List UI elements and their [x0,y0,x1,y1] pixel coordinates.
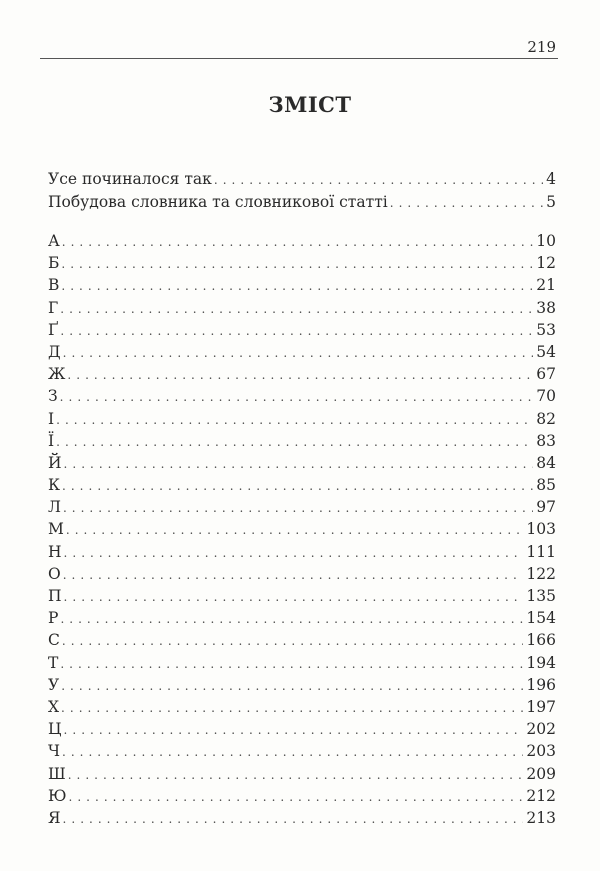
toc-entry-page: 122 [526,564,556,583]
toc-entry [48,720,556,742]
dot-leader [61,257,533,271]
toc-entry [48,565,556,587]
dot-leader [56,435,533,449]
toc-entry [48,587,556,609]
dot-leader [64,546,524,560]
toc-entry [48,321,556,343]
toc-entry-page: 196 [526,675,556,694]
page-title: ЗМІСТ [268,92,352,117]
toc-entry [48,254,556,276]
toc-entry [48,299,556,321]
dot-leader [67,368,533,382]
toc-entry [48,765,556,787]
toc-entry [48,387,556,409]
dot-leader [63,501,533,515]
dot-leader [64,457,534,471]
dot-leader [62,634,524,648]
toc-entry-label: Й [48,453,62,472]
toc-entry [48,193,556,216]
toc-entry-label: Ж [48,365,66,384]
toc-entry-label: С [48,631,60,650]
toc-entry-label: П [48,587,62,605]
toc-entry-page: 97 [536,498,556,517]
toc-entry [48,454,556,476]
toc-entry-page: 212 [526,786,556,805]
toc-entry-label: Х [48,697,60,716]
dot-leader [63,568,524,582]
header-rule [40,58,558,59]
toc-entry-page: 10 [536,232,556,250]
toc-entry-page: 203 [526,742,556,761]
dot-leader [60,324,533,338]
toc-entry-label: З [48,387,58,406]
toc-entry [48,276,556,298]
toc-entry-label: Б [48,254,60,273]
toc-entry-page: 85 [536,476,556,495]
toc-entry [48,170,556,193]
dot-leader [61,679,523,693]
dot-leader [63,812,524,826]
toc-entry-label: Л [48,498,61,517]
toc-entry-page: 21 [536,276,556,295]
toc-entry [48,410,556,432]
toc-entry [48,498,556,520]
toc-entry-label: Н [48,542,62,561]
dot-leader [214,173,543,187]
toc-entry-page: 197 [526,697,556,716]
toc-entry-page: 38 [536,298,556,317]
dot-leader [68,768,524,782]
toc-entry-label: Ц [48,720,62,739]
toc-entry-label: У [48,675,60,694]
toc-intro-list [48,170,556,216]
toc-entry-page: 82 [536,409,556,428]
toc-entry [48,609,556,631]
dot-leader [56,413,533,427]
toc-entry-label: Ю [48,786,67,805]
toc-entry [48,698,556,720]
toc-entry-label: Усе починалося так [48,170,212,188]
toc-entry-page: 154 [526,609,556,628]
toc-entry-page: 67 [536,365,556,384]
toc-entry-label: Ш [48,764,66,783]
toc-entry-label: М [48,520,64,539]
toc-entry [48,520,556,542]
dot-leader [62,745,523,759]
dot-leader [64,590,524,604]
toc-entry-page: 4 [546,170,556,188]
toc-entry [48,476,556,498]
toc-entry [48,676,556,698]
toc-entry [48,654,556,676]
toc-entry-page: 194 [526,653,556,672]
dot-leader [390,196,543,210]
toc-entry-label: Р [48,609,59,628]
toc-entry-label: Т [48,653,59,672]
toc-entry-label: Г [48,298,59,317]
toc-entry-label: Ґ [48,320,59,339]
toc-entry-page: 209 [526,764,556,783]
dot-leader [62,479,533,493]
dot-leader [60,657,523,671]
toc-letter-list [48,232,556,831]
toc-entry-label: К [48,476,60,495]
toc-entry-label: В [48,276,60,295]
toc-entry-page: 5 [546,193,556,211]
toc-entry-label: Я [48,808,61,827]
toc-entry [48,432,556,454]
toc-entry-page: 84 [536,453,556,472]
toc-entry [48,809,556,831]
dot-leader [60,302,533,316]
toc-entry [48,543,556,565]
toc-entry-page: 83 [536,431,556,450]
toc-entry-page: 53 [536,320,556,339]
toc-entry-label: О [48,564,61,583]
dot-leader [60,612,523,626]
toc-entry-page: 12 [536,254,556,273]
toc-entry-label: А [48,232,60,250]
toc-entry-label: Ч [48,742,60,761]
toc-entry-label: Ї [48,431,55,450]
page-number: 219 [527,38,556,56]
toc-entry-label: Д [48,342,61,361]
toc-entry [48,742,556,764]
toc-entry-label: Побудова словника та словникової статті [48,193,388,211]
toc-entry-page: 111 [526,542,556,561]
toc-entry-page: 135 [526,587,556,605]
dot-leader [62,235,534,249]
dot-leader [61,279,533,293]
toc-entry-page: 70 [536,387,556,406]
dot-leader [60,390,534,404]
dot-leader [61,701,523,715]
dot-leader [63,346,534,360]
toc-entry-page: 166 [526,631,556,650]
toc-entry-page: 103 [526,520,556,539]
toc-entry-page: 202 [526,720,556,739]
dot-leader [66,523,524,537]
dot-leader [69,790,524,804]
toc-entry-page: 213 [526,808,556,827]
toc-entry [48,787,556,809]
toc-entry-label: І [48,409,55,428]
toc-entry [48,343,556,365]
toc-entry [48,631,556,653]
dot-leader [64,723,524,737]
toc-entry [48,365,556,387]
toc-entry [48,232,556,254]
toc-entry-page: 54 [536,342,556,361]
